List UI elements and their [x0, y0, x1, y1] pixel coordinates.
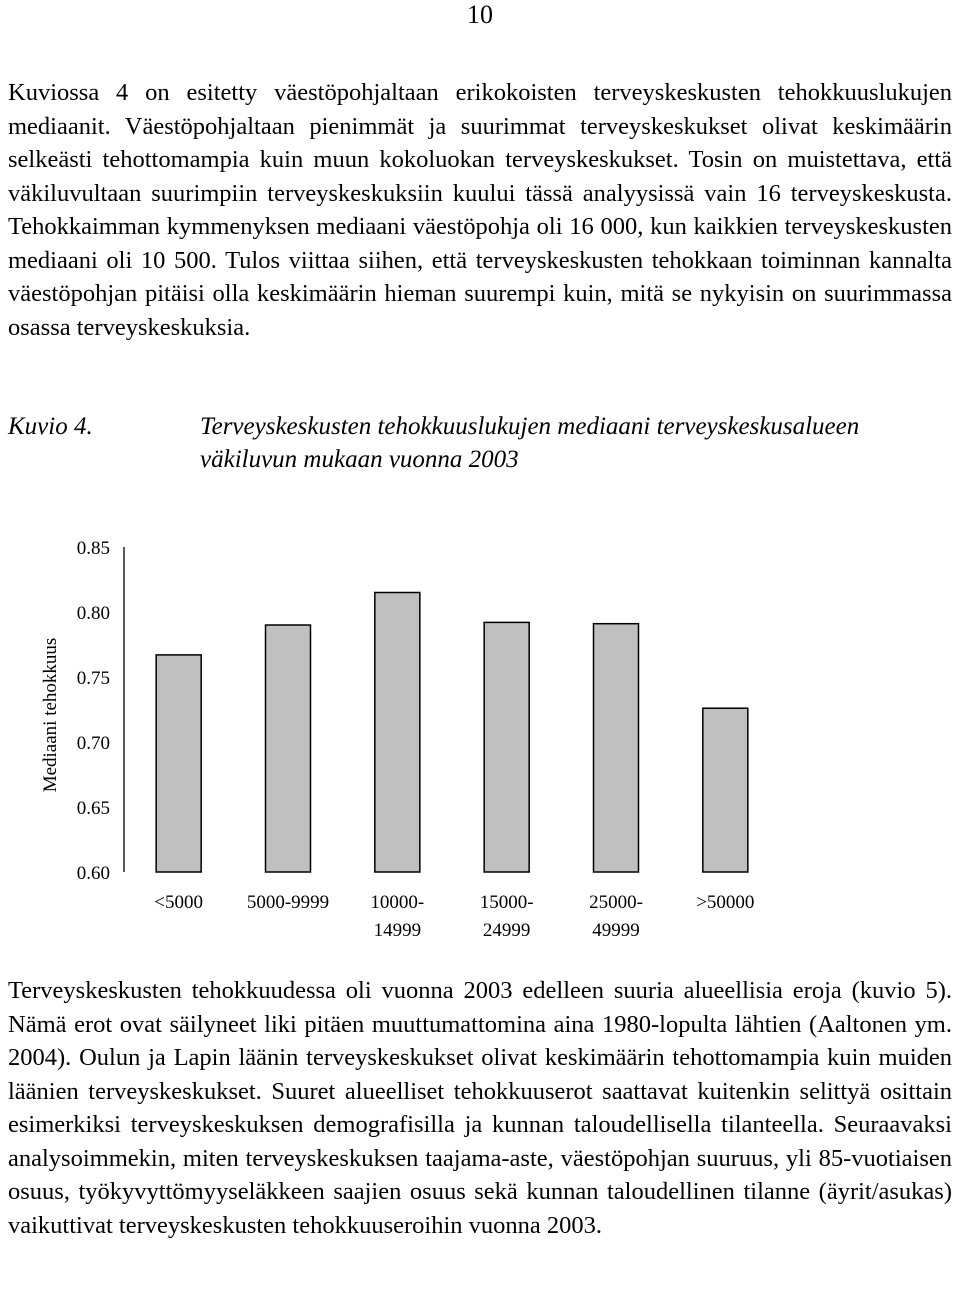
bar-chart — [0, 520, 960, 960]
bar — [484, 622, 529, 872]
page-number: 10 — [467, 0, 493, 29]
bars — [156, 593, 748, 873]
bar — [156, 655, 201, 872]
body-paragraph-2: Terveyskeskusten tehokkuudessa oli vuonna 2003 edelleen suuria alueellisia eroja (kuvio 5). Nämä erot ovat säilyneet liki pitäen muuttumattomina aina 1980-lopulta lähtien (Aaltonen ym. 2004). Oulun ja Lapin läänin terveyskeskukset olivat keskimäärin tehottomampia kuin muiden läänien terveyskeskukset. Suuret alueelliset tehokkuuserot saattavat kuitenkin selittyä osittain esimerkiksi terveyskeskuksen demografisilla ja kunnan taloudellisella tilanteella. Seuraavaksi analysoimmekin, miten terveyskeskuksen taajama-aste, väestöpohjan suuruus, yli 85-vuotiaisen osuus, työkyvyttömyyseläkkeen saajien osuus sekä kunnan taloudellinen tilanne (äyrit/asukas) vaikuttivat terveyskeskusten tehokkuuseroihin vuonna 2003. — [8, 977, 952, 1239]
x-axis-labels — [154, 892, 754, 941]
x-tick-label: >50000 — [696, 892, 755, 913]
y-tick-label: 0.65 — [76, 798, 110, 819]
bar — [266, 625, 311, 872]
x-tick-label: 10000- — [370, 892, 425, 913]
x-tick-label: <5000 — [154, 892, 204, 913]
y-tick-label: 0.75 — [76, 668, 110, 689]
y-tick-label: 0.80 — [76, 603, 110, 624]
x-tick-label: 24999 — [482, 920, 531, 941]
y-tick-label: 0.85 — [76, 538, 110, 559]
figure-caption: Terveyskeskusten tehokkuuslukujen mediaani terveyskeskusalueen väkiluvun mukaan vuonna 2003 — [200, 413, 860, 473]
x-tick-label: 25000- — [589, 892, 643, 913]
body-paragraph-1: Kuviossa 4 on esitetty väestöpohjaltaan erikokoisten terveyskeskusten tehokkuuslukujen mediaanit. Väestöpohjaltaan pienimmät ja suurimmat terveyskeskukset olivat keskimäärin selkeästi tehottomampia kuin muun kokoluokan terveyskeskukset. Tosin on muistettava, että väkiluvultaan suurimpiin terveyskeskuksiin kuului tässä analyysissä vain 16 terveyskeskusta. Tehokkaimman kymmenyksen mediaani väestöpohja oli 16 000, kun kaikkien terveyskeskusten mediaani oli 10 500. Tulos viittaa siihen, että terveyskeskusten tehokkaan toiminnan kannalta väestöpohjan pitäisi olla keskimäärin hieman suurempi kuin, mitä se nykyisin on suurimmassa osassa terveyskeskuksia. — [8, 79, 952, 341]
x-tick-label: 15000- — [479, 892, 534, 913]
bar — [703, 708, 748, 872]
y-tick-label: 0.70 — [76, 733, 110, 754]
y-tick-label: 0.60 — [76, 863, 110, 884]
x-tick-label: 14999 — [373, 920, 422, 941]
x-tick-label: 49999 — [592, 920, 640, 941]
x-tick-label: 5000-9999 — [246, 892, 330, 913]
y-axis-label: Mediaani tehokkuus — [40, 637, 61, 793]
bar — [594, 624, 639, 872]
figure-label: Kuvio 4. — [8, 413, 93, 440]
y-axis — [77, 538, 124, 884]
bar — [375, 593, 420, 873]
